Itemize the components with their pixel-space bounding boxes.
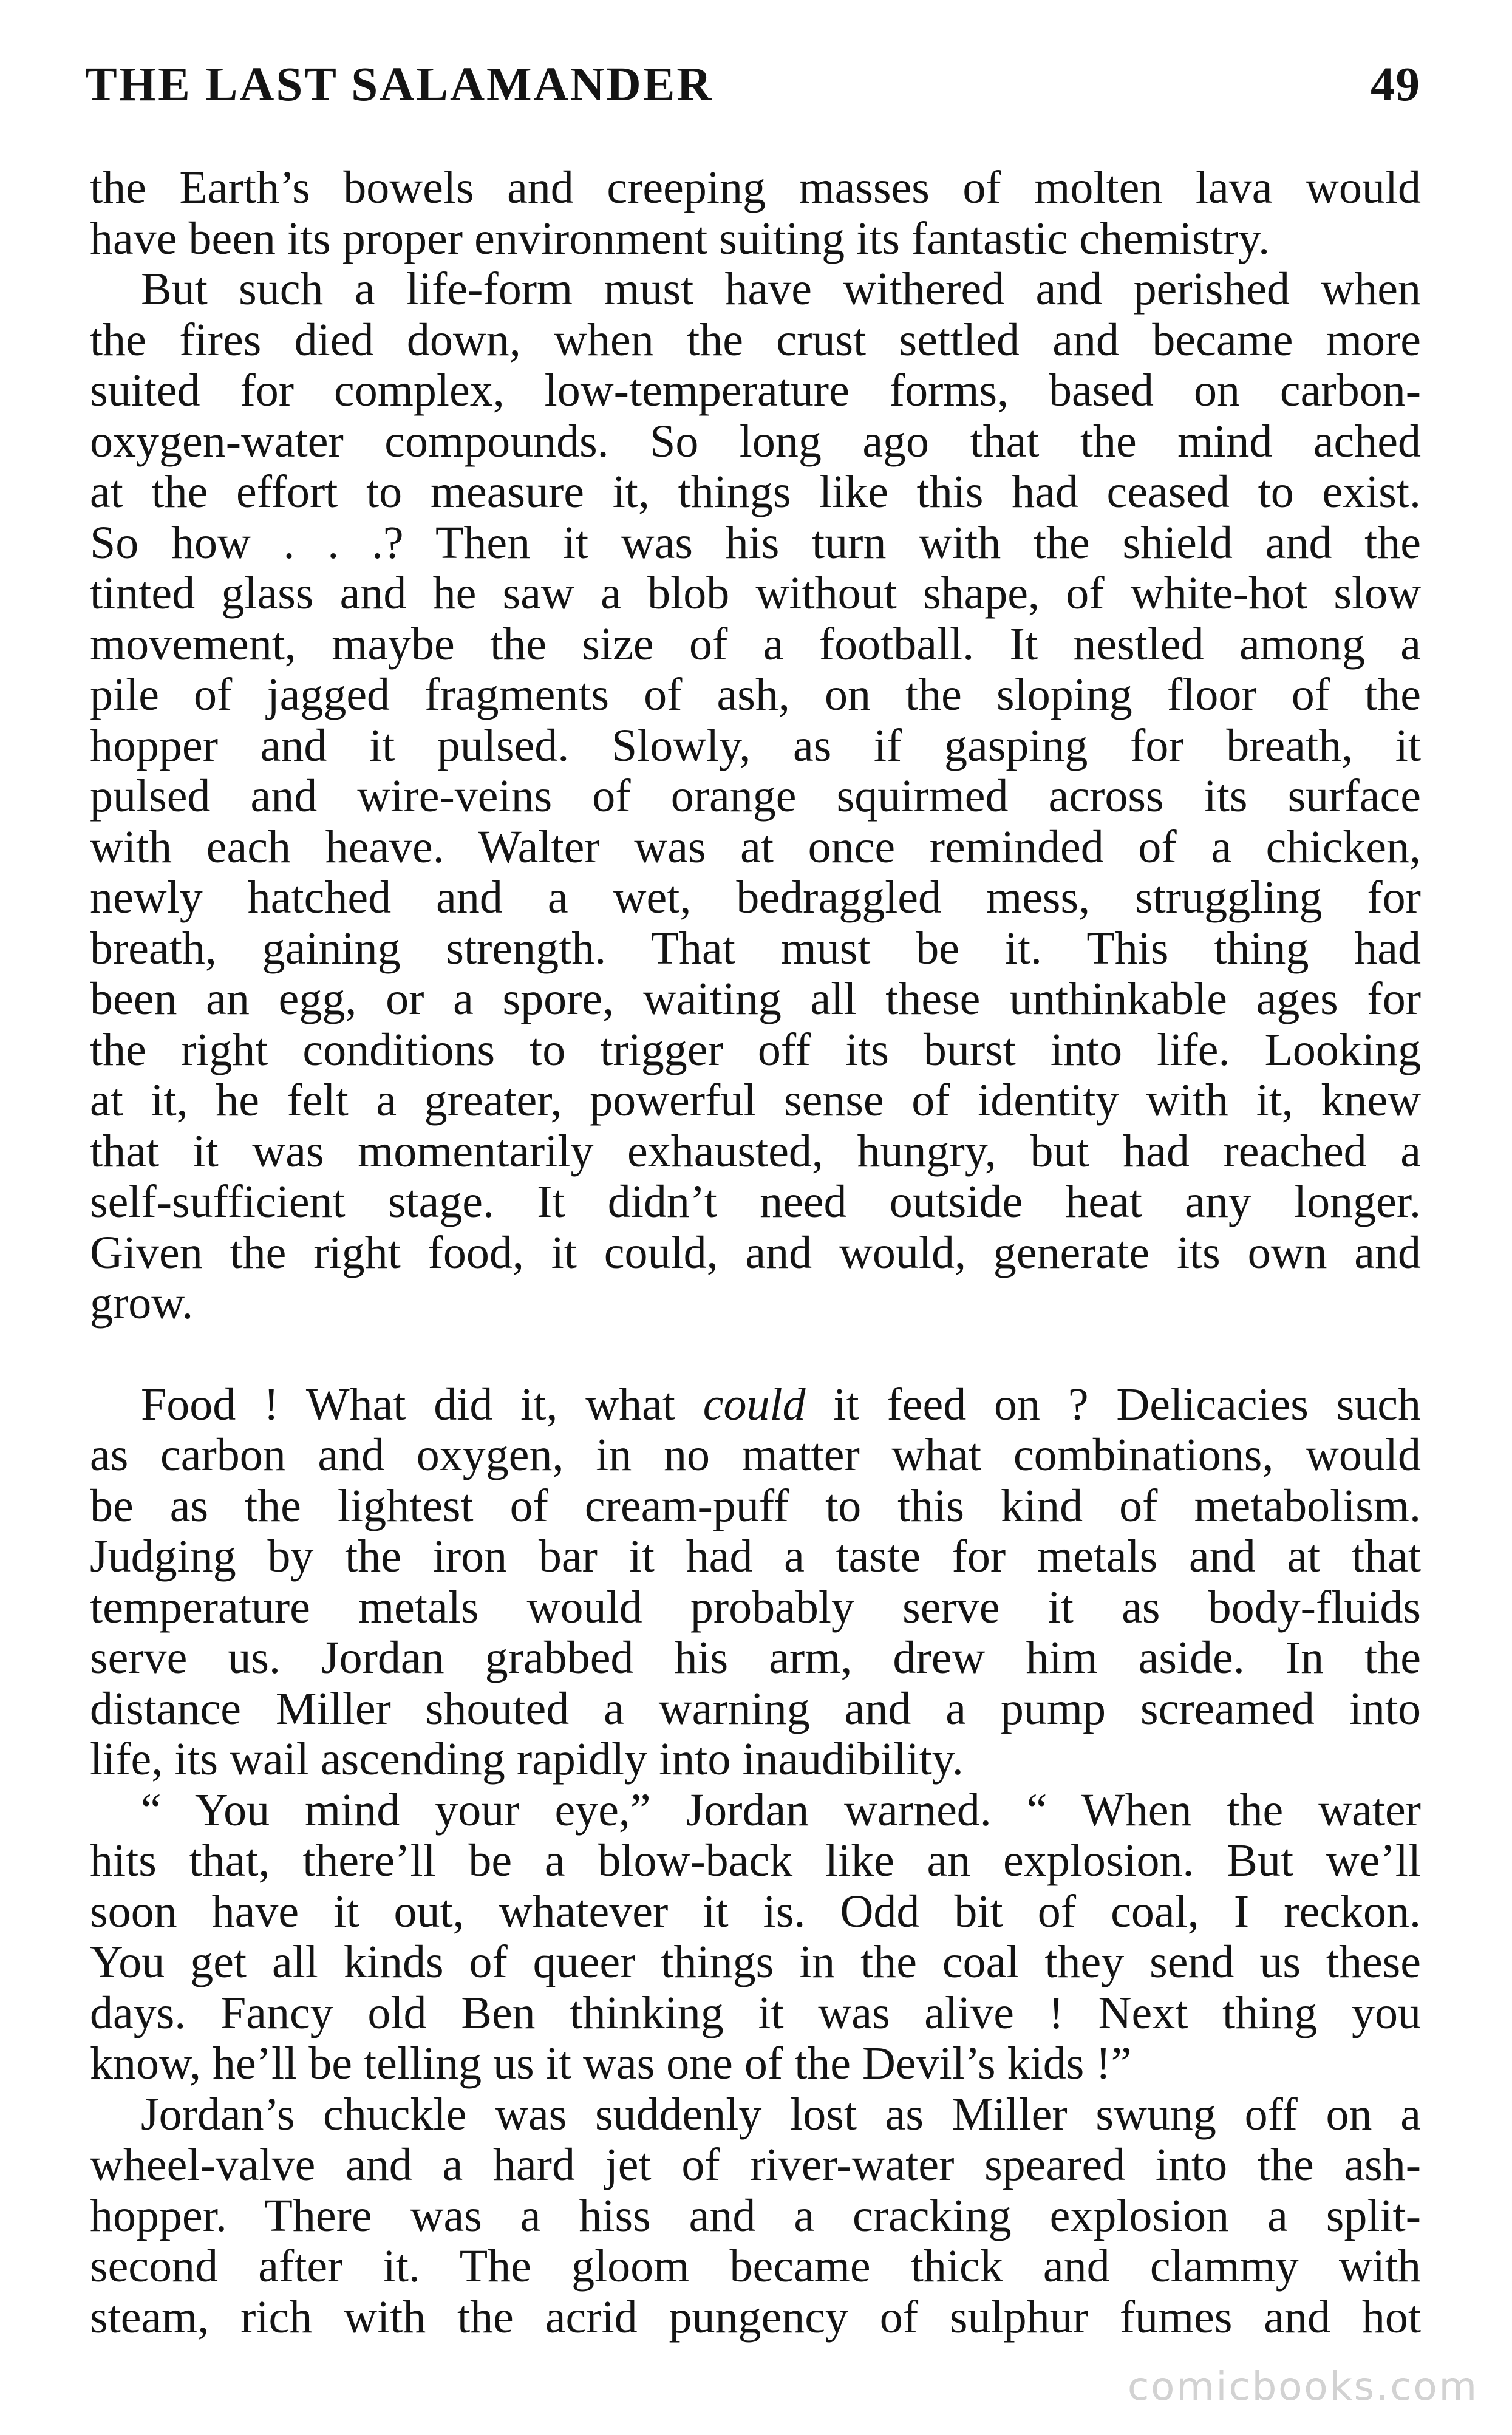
text-line: the fires died down, when the crust settled and became more	[90, 314, 1421, 366]
text-line: have been its proper environment suiting its fantastic chemistry.	[90, 213, 1270, 264]
text-line: hits that, there’ll be a blow-back like an explosion. But we’ll	[90, 1835, 1421, 1886]
text-line: oxygen-water compounds. So long ago that the mind ached	[90, 415, 1421, 467]
text-line: “ You mind your eye,” Jordan warned. “ When the water	[141, 1784, 1421, 1836]
running-head	[85, 58, 1421, 124]
text-line: But such a life-form must have withered and perished when	[141, 264, 1421, 315]
text-line: life, its wail ascending rapidly into inaudibility.	[90, 1734, 964, 1785]
text-line: newly hatched and a wet, bedraggled mess, struggling for	[90, 872, 1421, 923]
text-line: soon have it out, whatever it is. Odd bit of coal, I reckon.	[90, 1885, 1421, 1937]
text-line: at it, he felt a greater, powerful sense of identity with it, knew	[90, 1075, 1421, 1126]
text-line: self-sufficient stage. It didn’t need outside heat any longer.	[90, 1176, 1421, 1227]
text-line: the Earth’s bowels and creeping masses of molten lava would	[90, 162, 1421, 213]
text-line: be as the lightest of cream-puff to this kind of metabolism.	[90, 1480, 1421, 1531]
text-line: temperature metals would probably serve it as body-fluids	[90, 1581, 1421, 1633]
text-line: tinted glass and he saw a blob without shape, of white-hot slow	[90, 568, 1421, 619]
text-line: that it was momentarily exhausted, hungry, but had reached a	[90, 1125, 1421, 1177]
text-line	[90, 1380, 1421, 1431]
text-line: as carbon and oxygen, in no matter what combinations, would	[90, 1429, 1421, 1480]
text-line: know, he’ll be telling us it was one of the Devil’s kids !”	[90, 2038, 1132, 2089]
body-text	[90, 163, 1421, 2343]
text-line: Judging by the iron bar it had a taste for metals and at that	[90, 1531, 1421, 1582]
text-line: second after it. The gloom became thick and clammy with	[90, 2241, 1421, 2292]
paragraph	[90, 2089, 1421, 2343]
text-line: been an egg, or a spore, waiting all these unthinkable ages for	[90, 973, 1421, 1024]
text-line: You get all kinds of queer things in the coal they send us these	[90, 1936, 1421, 1987]
text-line: days. Fancy old Ben thinking it was alive ! Next thing you	[90, 1987, 1421, 2038]
text-line: pulsed and wire-veins of orange squirmed across its surface	[90, 771, 1421, 822]
paragraph	[90, 1785, 1421, 2089]
text-line: suited for complex, low-temperature forms, based on carbon-	[90, 365, 1421, 416]
text-line: hopper and it pulsed. Slowly, as if gasping for breath, it	[90, 720, 1421, 771]
text-line: with each heave. Walter was at once reminded of a chicken,	[90, 821, 1421, 873]
text-run: Food ! What did it, what	[141, 1378, 703, 1430]
text-line: pile of jagged fragments of ash, on the sloping floor of the	[90, 669, 1421, 720]
paragraph	[90, 1380, 1421, 1785]
text-line: So how . . .? Then it was his turn with the shield and the	[90, 517, 1421, 568]
paragraph	[90, 163, 1421, 264]
text-run: it feed on ? Delicacies such	[805, 1378, 1421, 1430]
text-line: breath, gaining strength. That must be it. This thing had	[90, 922, 1421, 974]
text-line: steam, rich with the acrid pungency of sulphur fumes and hot	[90, 2291, 1421, 2343]
text-line: Given the right food, it could, and would, generate its own and	[90, 1227, 1421, 1278]
section-break	[90, 1329, 1421, 1380]
text-line: hopper. There was a hiss and a cracking explosion a split-	[90, 2190, 1421, 2241]
site-watermark: comicbooks.com	[1127, 2365, 1479, 2409]
text-line: serve us. Jordan grabbed his arm, drew him aside. In the	[90, 1632, 1421, 1683]
emphasis-text: could	[703, 1378, 806, 1430]
text-line: at the effort to measure it, things like this had ceased to exist.	[90, 466, 1421, 517]
text-line: grow.	[90, 1278, 194, 1329]
page-number: 49	[1371, 58, 1421, 111]
text-line: distance Miller shouted a warning and a pump screamed into	[90, 1683, 1421, 1734]
paragraph	[90, 264, 1421, 1329]
book-title: THE LAST SALAMANDER	[85, 58, 713, 111]
text-line: wheel-valve and a hard jet of river-water speared into the ash-	[90, 2139, 1421, 2190]
text-line: movement, maybe the size of a football. It nestled among a	[90, 618, 1421, 670]
text-line: the right conditions to trigger off its burst into life. Looking	[90, 1024, 1421, 1075]
text-line: Jordan’s chuckle was suddenly lost as Miller swung off on a	[141, 2088, 1421, 2140]
